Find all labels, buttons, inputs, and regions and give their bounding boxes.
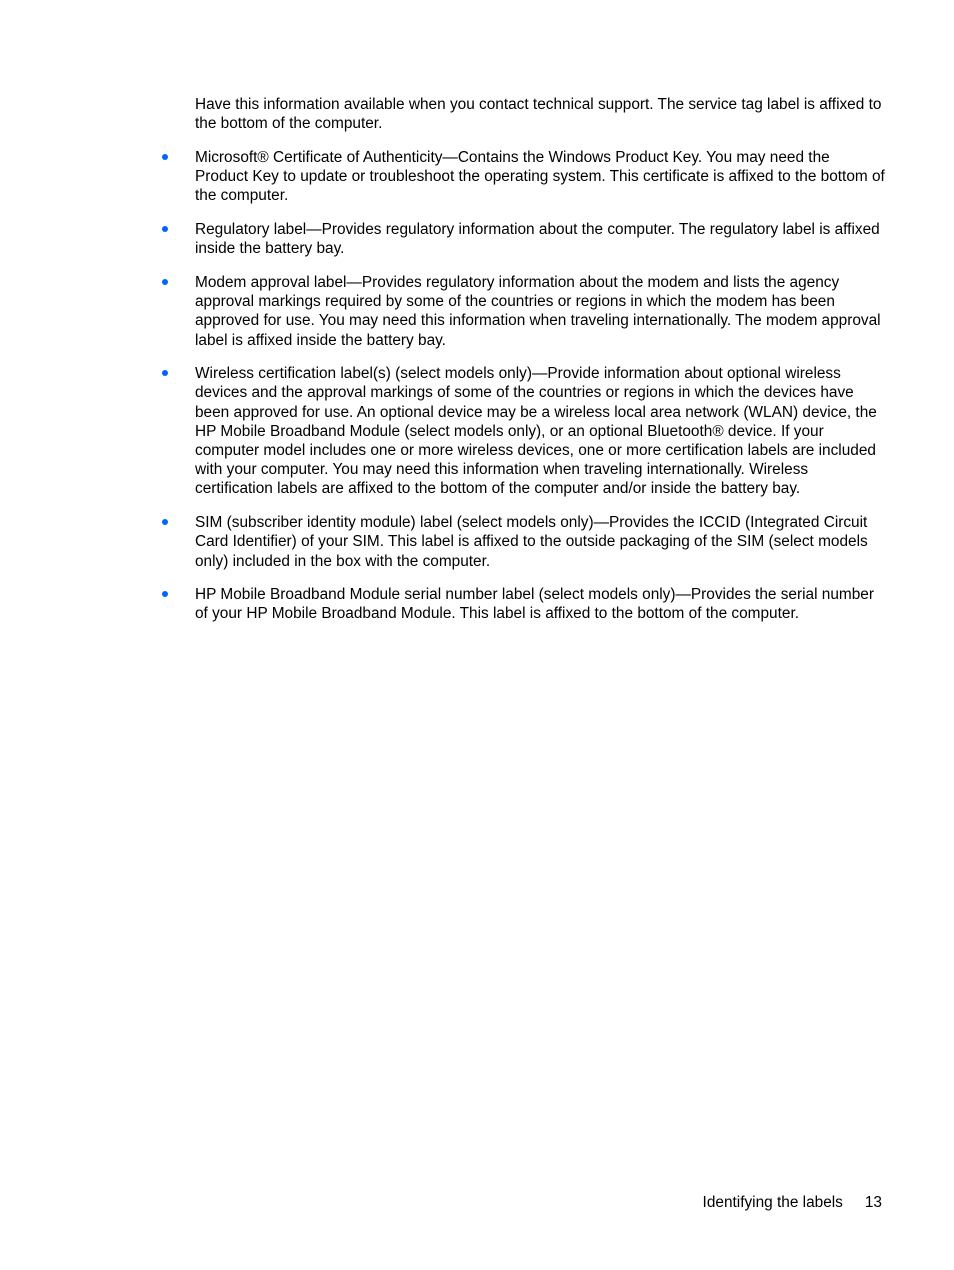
- list-item-text: Regulatory label—Provides regulatory information about the computer. The regulatory label is affixed inside the battery bay.: [195, 221, 880, 258]
- page-content: [195, 95, 885, 638]
- intro-paragraph: Have this information available when you contact technical support. The service tag label is affixed to the bottom of the computer.: [195, 96, 882, 133]
- list-item-text: HP Mobile Broadband Module serial number label (select models only)—Provides the serial number of your HP Mobile Broadband Module. This label is affixed to the bottom of the computer.: [195, 586, 874, 623]
- bullet-icon: [162, 370, 168, 376]
- bullet-icon: [162, 279, 168, 285]
- list-item: [195, 364, 885, 498]
- page-footer: [703, 1193, 882, 1212]
- list-item: [195, 273, 885, 350]
- list-item-text: SIM (subscriber identity module) label (select models only)—Provides the ICCID (Integrated Circuit Card Identifier) of your SIM. This label is affixed to the outside packaging of the SIM (select models only) included in the box with the computer.: [195, 514, 868, 570]
- bullet-icon: [162, 226, 168, 232]
- list-item: [195, 585, 885, 623]
- bullet-icon: [162, 591, 168, 597]
- bullet-icon: [162, 154, 168, 160]
- footer-section-title: Identifying the labels: [702, 1194, 843, 1211]
- list-item: [195, 513, 885, 571]
- list-item: [195, 148, 885, 206]
- label-list: [195, 148, 885, 624]
- list-item-text: Wireless certification label(s) (select models only)—Provide information about optional wireless devices and the approval markings of some of the countries or regions in which the devices have been approved for use. An optional device may be a wireless local area network (WLAN) device, the HP Mobile Broadband Module (select models only), or an optional Bluetooth® device. If your computer model includes one or more wireless devices, one or more certification labels are included with your computer. You may need this information when traveling internationally. Wireless certification labels are affixed to the bottom of the computer and/or inside the battery bay.: [195, 365, 877, 498]
- bullet-icon: [162, 519, 168, 525]
- list-item: [195, 220, 885, 258]
- page-number: 13: [864, 1194, 882, 1211]
- list-item-text: Microsoft® Certificate of Authenticity—Contains the Windows Product Key. You may need the Product Key to update or troubleshoot the operating system. This certificate is affixed to the bottom of the computer.: [195, 148, 885, 205]
- list-item-text: Modem approval label—Provides regulatory information about the modem and lists the agency approval markings required by some of the countries or regions in which the modem has been approved for use. You may need this information when traveling internationally. The modem approval label is affixed inside the battery bay.: [195, 273, 881, 349]
